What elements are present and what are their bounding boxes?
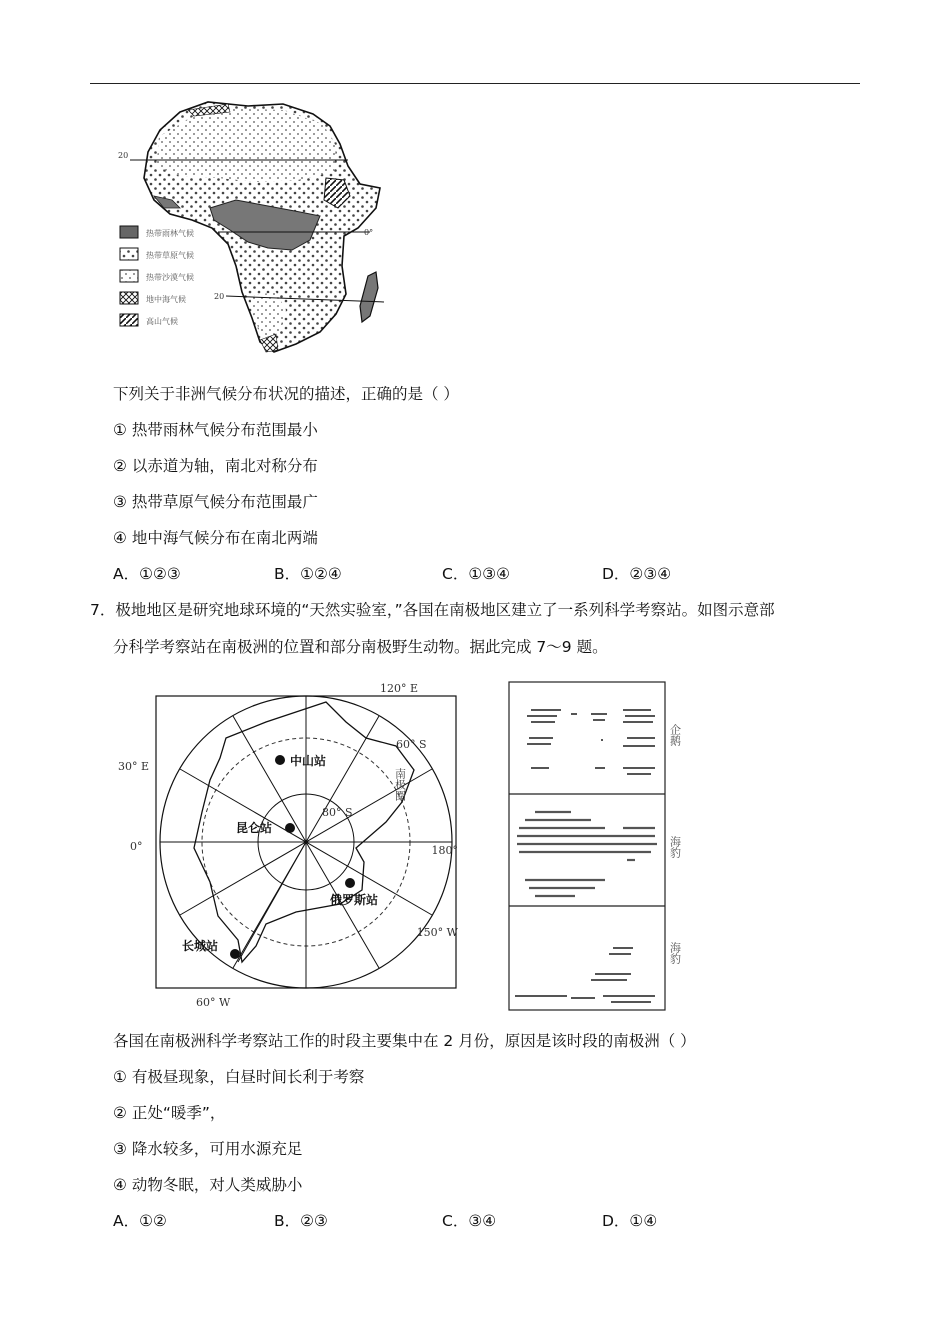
- q6-statement: ② 以赤道为轴，南北对称分布: [113, 457, 318, 475]
- lat-label-60s: 60° S: [396, 738, 427, 751]
- lon-label-150w: 150° W: [416, 926, 458, 939]
- station-kunlun: 昆仑站: [236, 821, 273, 835]
- q6-stem: 下列关于非洲气候分布状况的描述，正确的是（ ）: [113, 385, 459, 403]
- animal-label-penguin: 企鹅: [668, 724, 682, 746]
- lon-label-120e: 120° E: [380, 682, 419, 695]
- animal-label-seal: 海豹: [668, 836, 682, 858]
- q7-statement: ② 正处“暖季”，: [113, 1104, 226, 1122]
- lon-label-30e: 30° E: [118, 760, 150, 773]
- q7-intro-line1: 7．极地地区是研究地球环境的“天然实验室，”各国在南极地区建立了一系列科学考察站。如图示意部: [90, 601, 775, 619]
- q7-statement: ① 有极昼现象，白昼时间长利于考察: [113, 1068, 365, 1086]
- africa-climate-map: [108, 96, 398, 358]
- q7-stem: 各国在南极洲科学考察站工作的时段主要集中在 2 月份，原因是该时段的南极洲（ ）: [113, 1032, 696, 1050]
- lat-label-20s: 20: [214, 292, 225, 301]
- legend-label: 热带沙漠气候: [146, 273, 194, 282]
- lon-label-180: 180°: [431, 844, 458, 857]
- q6-option-a[interactable]: A．①②③: [113, 565, 181, 583]
- header-rule: [90, 83, 860, 84]
- q6-option-b[interactable]: B．①②④: [274, 565, 342, 583]
- lon-label-60w: 60° W: [196, 996, 231, 1008]
- station-changcheng: 长城站: [182, 939, 219, 953]
- q7-option-b[interactable]: B．②③: [274, 1212, 328, 1230]
- q7-option-c[interactable]: C．③④: [442, 1212, 497, 1230]
- q7-statement: ③ 降水较多，可用水源充足: [113, 1140, 303, 1158]
- legend-label: 高山气候: [146, 317, 178, 326]
- q7-statement: ④ 动物冬眠，对人类威胁小: [113, 1176, 303, 1194]
- antarctic-circle-label: 南极圈: [393, 768, 407, 801]
- map-legend: [120, 226, 194, 326]
- q7-option-d[interactable]: D．①④: [602, 1212, 658, 1230]
- legend-label: 热带草原气候: [146, 251, 194, 260]
- q6-statement: ① 热带雨林气候分布范围最小: [113, 421, 318, 439]
- madagascar: [360, 272, 378, 322]
- lon-label-0: 0°: [130, 840, 143, 853]
- antarctica-station-map: [118, 678, 468, 1008]
- q7-option-a[interactable]: A．①②: [113, 1212, 167, 1230]
- animal-label-seal-2: 海豹: [668, 942, 682, 964]
- q6-statement: ③ 热带草原气候分布范围最广: [113, 493, 318, 511]
- legend-label: 热带雨林气候: [146, 229, 194, 238]
- q6-option-c[interactable]: C．①③④: [442, 565, 511, 583]
- station-russia: 俄罗斯站: [330, 893, 379, 907]
- q7-intro-line2: 分科学考察站在南极洲的位置和部分南极野生动物。据此完成 7～9 题。: [113, 638, 608, 656]
- lat-label-20n: 20: [118, 151, 129, 160]
- q6-statement: ④ 地中海气候分布在南北两端: [113, 529, 318, 547]
- lat-label-80s: 80° S: [322, 806, 353, 819]
- legend-label: 地中海气候: [146, 295, 186, 304]
- wildlife-panels: [505, 680, 695, 1012]
- q6-option-d[interactable]: D．②③④: [602, 565, 672, 583]
- station-zhongshan: 中山站: [290, 754, 327, 768]
- lat-label-equator: 0°: [364, 228, 374, 237]
